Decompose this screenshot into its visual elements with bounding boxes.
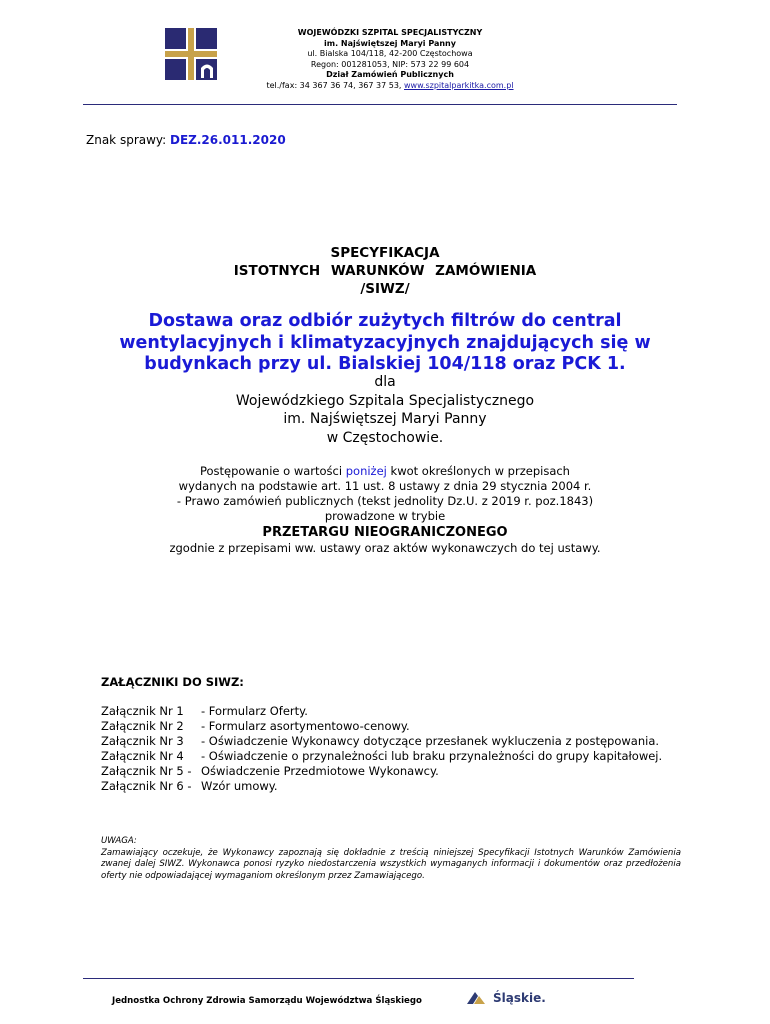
hospital-ids: Regon: 001281053, NIP: 573 22 99 604: [310, 59, 470, 69]
procedure-threshold: kwot określonych w przepisach: [386, 464, 570, 478]
silesia-wordmark: Śląskie.: [493, 991, 546, 1005]
procedure-block: [0, 464, 770, 556]
doc-title-line2: ISTOTNYCH WARUNKÓW ZAMÓWIENIA: [233, 263, 537, 279]
attachment-item: [101, 779, 662, 794]
attachment-key: Załącznik Nr 5 -: [101, 764, 192, 778]
attachment-key: Załącznik Nr 2: [101, 719, 184, 733]
attachment-text: Wzór umowy.: [201, 779, 278, 793]
hospital-address: ul. Bialska 104/118, 42-200 Częstochowa: [307, 49, 473, 59]
procedure-mode: PRZETARGU NIEOGRANICZONEGO: [262, 525, 508, 540]
recipient-patron: im. Najświętszej Maryi Panny: [283, 411, 487, 427]
case-reference: [86, 133, 286, 147]
procedure-below: poniżej: [345, 464, 387, 478]
attachment-text: - Oświadczenie Wykonawcy dotyczące przesłanek wykluczenia z postępowania.: [201, 734, 660, 748]
attachments-heading: ZAŁĄCZNIKI DO SIWZ:: [101, 675, 244, 689]
attachment-item: [101, 719, 662, 734]
attachment-item: [101, 734, 662, 749]
website-link[interactable]: www.szpitalparkitka.com.pl: [404, 80, 514, 90]
recipient-for: dla: [374, 374, 396, 390]
notice-text: Zamawiający oczekuje, że Wykonawcy zapoznają się dokładnie z treścią niniejszej Specyfikacji Istotnych Warunków Zamówienia zwanej dalej SIWZ. Wykonawca ponosi ryzyko niedostarczenia wszystkich wymaganych informacji i dokumentów oraz przedłożenia oferty nie odpowiadającej wymaganiom określonym przez Zamawiającego.: [101, 847, 681, 881]
attachment-key: Załącznik Nr 4: [101, 749, 184, 763]
notice-label: UWAGA:: [101, 836, 137, 846]
footer-caption: Jednostka Ochrony Zdrowia Samorządu Województwa Śląskiego: [112, 996, 422, 1006]
silesia-mark-icon: [465, 990, 487, 1006]
attachment-text: - Oświadczenie o przynależności lub braku przynależności do grupy kapitałowej.: [201, 749, 663, 763]
procedure-line1: [0, 464, 770, 479]
attachment-key: Załącznik Nr 3: [101, 734, 184, 748]
case-label: Znak sprawy:: [86, 133, 170, 147]
procedure-line2: wydanych na podstawie art. 11 ust. 8 ustawy z dnia 29 stycznia 2004 r.: [178, 479, 592, 493]
attachment-item: [101, 704, 662, 719]
order-subject: Dostawa oraz odbiór zużytych filtrów do central wentylacyjnych i klimatyzacyjnych znajdujących się w budynkach przy ul. Bialskiej 104/118 oraz PCK 1.: [119, 311, 651, 374]
doc-title-line1: SPECYFIKACJA: [330, 245, 440, 261]
procedure-line3: - Prawo zamówień publicznych (tekst jednolity Dz.U. z 2019 r. poz.1843): [176, 494, 594, 508]
recipient-city: w Częstochowie.: [326, 429, 444, 446]
attachment-text: - Formularz Oferty.: [201, 704, 308, 718]
footer-divider: [83, 978, 634, 979]
procedure-value-label: Postępowanie o wartości: [200, 464, 346, 478]
silesia-logo: [465, 990, 546, 1006]
header-divider: [83, 104, 677, 105]
recipient-block: [0, 373, 770, 447]
attachment-item: [101, 749, 662, 764]
attachment-text: - Formularz asortymentowo-cenowy.: [201, 719, 410, 733]
attachment-text: Oświadczenie Przedmiotowe Wykonawcy.: [201, 764, 439, 778]
recipient-name: Wojewódzkiego Szpitala Specjalistycznego: [235, 392, 535, 409]
procedure-line6: zgodnie z przepisami ww. ustawy oraz aktów wykonawczych do tej ustawy.: [169, 541, 601, 555]
procedure-line4: prowadzone w trybie: [324, 509, 446, 523]
hospital-patron: im. Najświętszej Maryi Panny: [324, 38, 456, 48]
phone-fax: tel./fax: 34 367 36 74, 367 37 53,: [266, 80, 405, 90]
department-name: Dział Zamówień Publicznych: [326, 70, 454, 80]
attachment-key: Załącznik Nr 6 -: [101, 779, 192, 793]
hospital-name: WOJEWÓDZKI SZPITAL SPECJALISTYCZNY: [297, 28, 483, 37]
doc-title-line3: /SIWZ/: [360, 281, 410, 297]
attachments-list: [101, 704, 662, 794]
notice-block: [101, 836, 681, 882]
hospital-header: [250, 28, 530, 92]
hospital-logo: [165, 28, 217, 80]
attachment-item: [101, 764, 662, 779]
contact-line: [250, 81, 530, 92]
attachment-key: Załącznik Nr 1: [101, 704, 184, 718]
case-number: DEZ.26.011.2020: [170, 133, 286, 147]
